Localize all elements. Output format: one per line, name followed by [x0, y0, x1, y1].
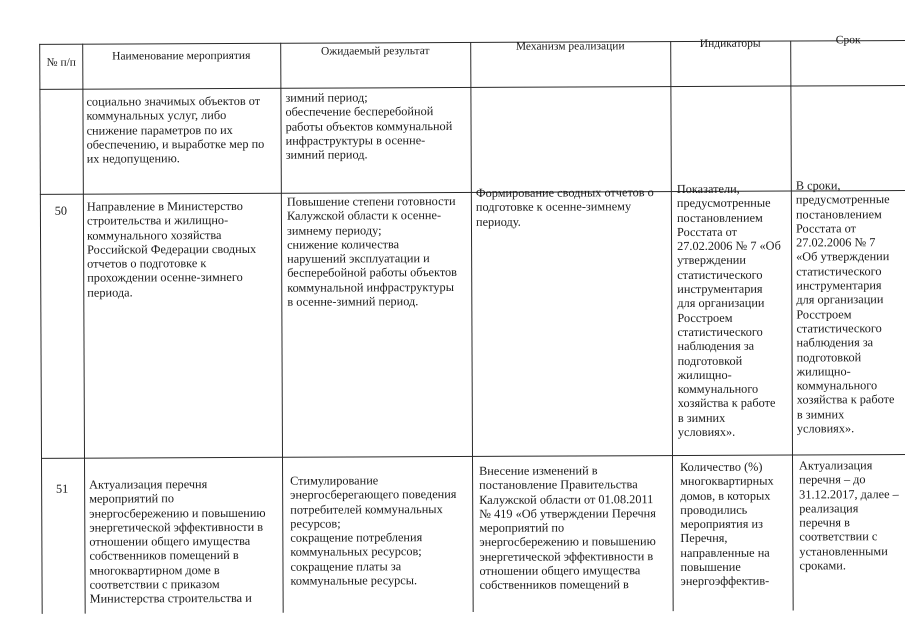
cell-name: социально значимых объектов от коммунальных услуг, либо снижение параметров по их обеспечению, и выработке мер по их недопущению.: [86, 93, 265, 166]
cell-result: зимний период; обеспечение бесперебойной работы объектов коммунальной инфраструктуры в осенне- зимний период.: [285, 90, 453, 162]
cell-term: Актуализация перечня – до 31.12.2017, далее – реализация перечня в соответствии с установленными сроками.: [799, 458, 899, 573]
cell-indicators: Показатели, предусмотренные постановлением Росстата от 27.02.2006 № 7 «Об утверждении статистического инструментария для организации Росстроем статистического наблюдения за подготовкой жилищно- коммунального хозяйства к работе в зимних условиях».: [676, 181, 781, 440]
column-border: [39, 44, 42, 614]
cell-indicators: Количество (%) многоквартирных домов, в которых проводились мероприятия из Перечня, направленные на повышение энергоэффектив-: [680, 459, 774, 589]
header-name: Наименование мероприятия: [112, 49, 251, 63]
column-border: [82, 44, 85, 614]
cell-mechanism: Внесение изменений в постановление Правительства Калужской области от 01.08.2011 № 419 «Об утверждении Перечня мероприятий по энергосбережению и повышению энергетической эффективности в отношении общего имущества собственников помещений в: [479, 463, 656, 593]
cell-mechanism: Формирование сводных отчетов о подготовке к осенне-зимнему периоду.: [475, 185, 654, 229]
header-num: № п/п: [46, 56, 76, 69]
header-indicators: Индикаторы: [699, 37, 761, 50]
cell-name: Направление в Министерство строительства и жилищно- коммунального хозяйства Российской Федерации сводных отчетов о подготовке к прохождении осенне-зимнего периода.: [86, 198, 257, 300]
cell-term: В сроки, предусмотренные постановлением Росстата от 27.02.2006 № 7 «Об утверждении статистического инструментария для организации Росстроем статистического наблюдения за подготовкой жилищно- коммунального хозяйства к работе в зимних условиях».: [795, 178, 895, 436]
cell-result: Стимулирование энергосберегающего поведения потребителей коммунальных ресурсов; сокращение потребления коммунальных ресурсов; сокращение платы за коммунальные ресурсы.: [290, 473, 457, 588]
header-result: Ожидаемый результат: [320, 45, 430, 58]
header-bottom-border: [39, 85, 905, 90]
cell-name: Актуализация перечня мероприятий по энергосбережению и повышению энергетической эффективности в отношении общего имущества собственников помещений в многоквартирном доме в соответствии с приказом Министерства строительства и: [89, 477, 266, 606]
cell-result: Повышение степени готовности Калужской области к осенне- зимнему периоду; снижение количества нарушений эксплуатации и бесперебойной работы объектов коммунальной инфраструктуры в осенне-зимний период.: [286, 194, 458, 309]
cell-num: 51: [55, 481, 69, 496]
cell-num: 50: [54, 203, 68, 218]
header-mechanism: Механизм реализации: [515, 40, 625, 53]
header-term: Срок: [835, 34, 861, 47]
